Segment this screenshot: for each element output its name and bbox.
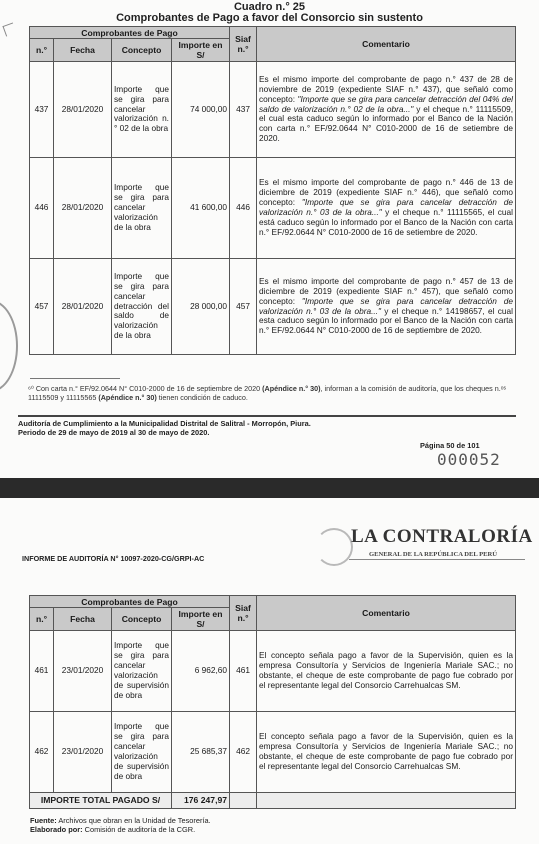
header-concepto: Concepto [112,608,172,631]
cell-concepto: Importe que se gira para cancelar valorización de supervisión de obra [112,712,172,793]
cell-siaf: 462 [230,712,257,793]
cell-siaf: 461 [230,631,257,712]
header-fecha: Fecha [54,39,112,62]
report-title: INFORME DE AUDITORÍA N° 10097-2020-CG/GRPI-AC [22,554,205,563]
cell-importe: 74 000,00 [172,62,230,158]
page-number: Página 50 de 101 [420,441,480,450]
corner-mark [2,22,16,36]
cell-importe: 6 962,60 [172,631,230,712]
header-siaf: Siaf n.° [230,27,257,62]
table-number: Cuadro n.° 25 [233,1,306,13]
table-source: Fuente: Archivos que obran en la Unidad de Tesorería. Elaborado por: Comisión de auditoría de la CGR. [30,816,211,834]
header-importe: Importe en S/ [172,608,230,631]
logo-ring-icon [315,528,353,566]
cell-comentario: Es el mismo importe del comprobante de pago n.° 457 de 13 de diciembre de 2019 (expediente SIAF n.° 457), que señaló como concepto: "Importe que se gira para cancelar detracción de valorización n.° 03 de la obra..." y el cheque n.° 14198657, el cual esta caduco según lo informado por el Banco de la Nación con carta n.° EF/92.0644 N° C010-2000 de 16 de septiembre de 2020. [257,259,516,355]
header-num: n.° [30,608,54,631]
cell-concepto: Importe que se gira para cancelar detracción del saldo de valorización de la obra [112,259,172,355]
cell-concepto: Importe que se gira para cancelar valorización n.° 02 de la obra [112,62,172,158]
cell-siaf: 437 [230,62,257,158]
header-importe: Importe en S/ [172,39,230,62]
folio-stamp: 000052 [437,450,501,469]
footnote-rule [30,378,120,379]
header-concepto: Concepto [112,39,172,62]
cell-fecha: 28/01/2020 [54,62,112,158]
header-comentario: Comentario [257,27,516,62]
header-num: n.° [30,39,54,62]
cell-num: 461 [30,631,54,712]
cell-siaf: 457 [230,259,257,355]
cell-siaf: 446 [230,158,257,259]
cell-comentario: Es el mismo importe del comprobante de pago n.° 437 de 28 de noviembre de 2019 (expediente SIAF n.° 437), que señaló como concepto: "Importe que se gira para cancelar detracción del 04% del saldo de valorización n.° 02 de la obra..." y el cheque n.° 11115509, el cual esta caduco según lo informado por el Banco de la Nación con carta n.° EF/92.0644 N° C010-2000 de 16 de setiembre de 2020. [257,62,516,158]
cell-fecha: 28/01/2020 [54,259,112,355]
header-siaf: Siaf n.° [230,596,257,631]
header-comentario: Comentario [257,596,516,631]
document-page-51 [0,498,539,844]
cell-fecha: 28/01/2020 [54,158,112,259]
cell-comentario: Es el mismo importe del comprobante de pago n.° 446 de 13 de diciembre de 2019 (expediente SIAF n.° 446), que señaló como concepto: "Importe que se gira para cancelar detracción de valorización n.° 03 de la obra..." y el cheque n.° 11115565, el cual está caduco según lo informado por el Banco de la Nación con carta n.° EF/92.0644 N° C010-2000 de 16 de setiembre de 2020. [257,158,516,259]
cell-concepto: Importe que se gira para cancelar valorización de la obra [112,158,172,259]
total-label: IMPORTE TOTAL PAGADO S/ [30,793,172,809]
footer-rule [18,415,516,417]
cell-num: 457 [30,259,54,355]
table-row [30,158,516,259]
cell-num: 462 [30,712,54,793]
cell-concepto: Importe que se gira para cancelar valorización de supervisión de obra [112,631,172,712]
cell-comentario: El concepto señala pago a favor de la Supervisión, quien es la empresa Consultoría y Servicios de Ingeniería Mariale SAC.; no obstante, el cheque de este comprobante de pago fue cobrado por el representante legal del Consorcio Carrehualcas SM. [257,631,516,712]
table-row [30,259,516,355]
cell-num: 437 [30,62,54,158]
cell-num: 446 [30,158,54,259]
cell-fecha: 23/01/2020 [54,712,112,793]
page-separator [0,478,539,498]
payments-table-1 [29,26,516,355]
audit-footer: Auditoría de Cumplimiento a la Municipalidad Distrital de Salitral - Morropón, Piura. Periodo de 29 de mayo de 2019 al 30 de mayo de 2020. [18,419,311,437]
table-title: Comprobantes de Pago a favor del Consorcio sin sustento [116,12,423,24]
table-row [30,712,516,793]
cell-importe: 28 000,00 [172,259,230,355]
table-row [30,62,516,158]
header-fecha: Fecha [54,608,112,631]
total-row [30,793,516,809]
cell-comentario: El concepto señala pago a favor de la Supervisión, quien es la empresa Consultoría y Servicios de Ingeniería Mariale SAC.; no obstante, el cheque de este comprobante de pago fue cobrado por el representante legal del Consorcio Carrehualcas SM. [257,712,516,793]
payments-table-2 [29,595,516,809]
cell-importe: 41 600,00 [172,158,230,259]
header-group: Comprobantes de Pago [30,27,230,39]
contraloria-logo: LA CONTRALORÍA GENERAL DE LA REPÚBLICA DEL PERÚ [315,526,525,566]
table-row [30,631,516,712]
cell-fecha: 23/01/2020 [54,631,112,712]
cell-importe: 25 685,37 [172,712,230,793]
header-group: Comprobantes de Pago [30,596,230,608]
footnote: ⁶⁰ Con carta n.° EF/92.0644 N° C010-2000 de 16 de septiembre de 2020 (Apéndice n.° 30), informan a la comisión de auditoría, que los cheques n.ᵒˢ 11115509 y 11115565 (Apéndice n.° 30) tienen condición de caduco. [28,384,506,402]
official-seal [0,300,18,392]
total-value: 176 247,97 [172,793,230,809]
